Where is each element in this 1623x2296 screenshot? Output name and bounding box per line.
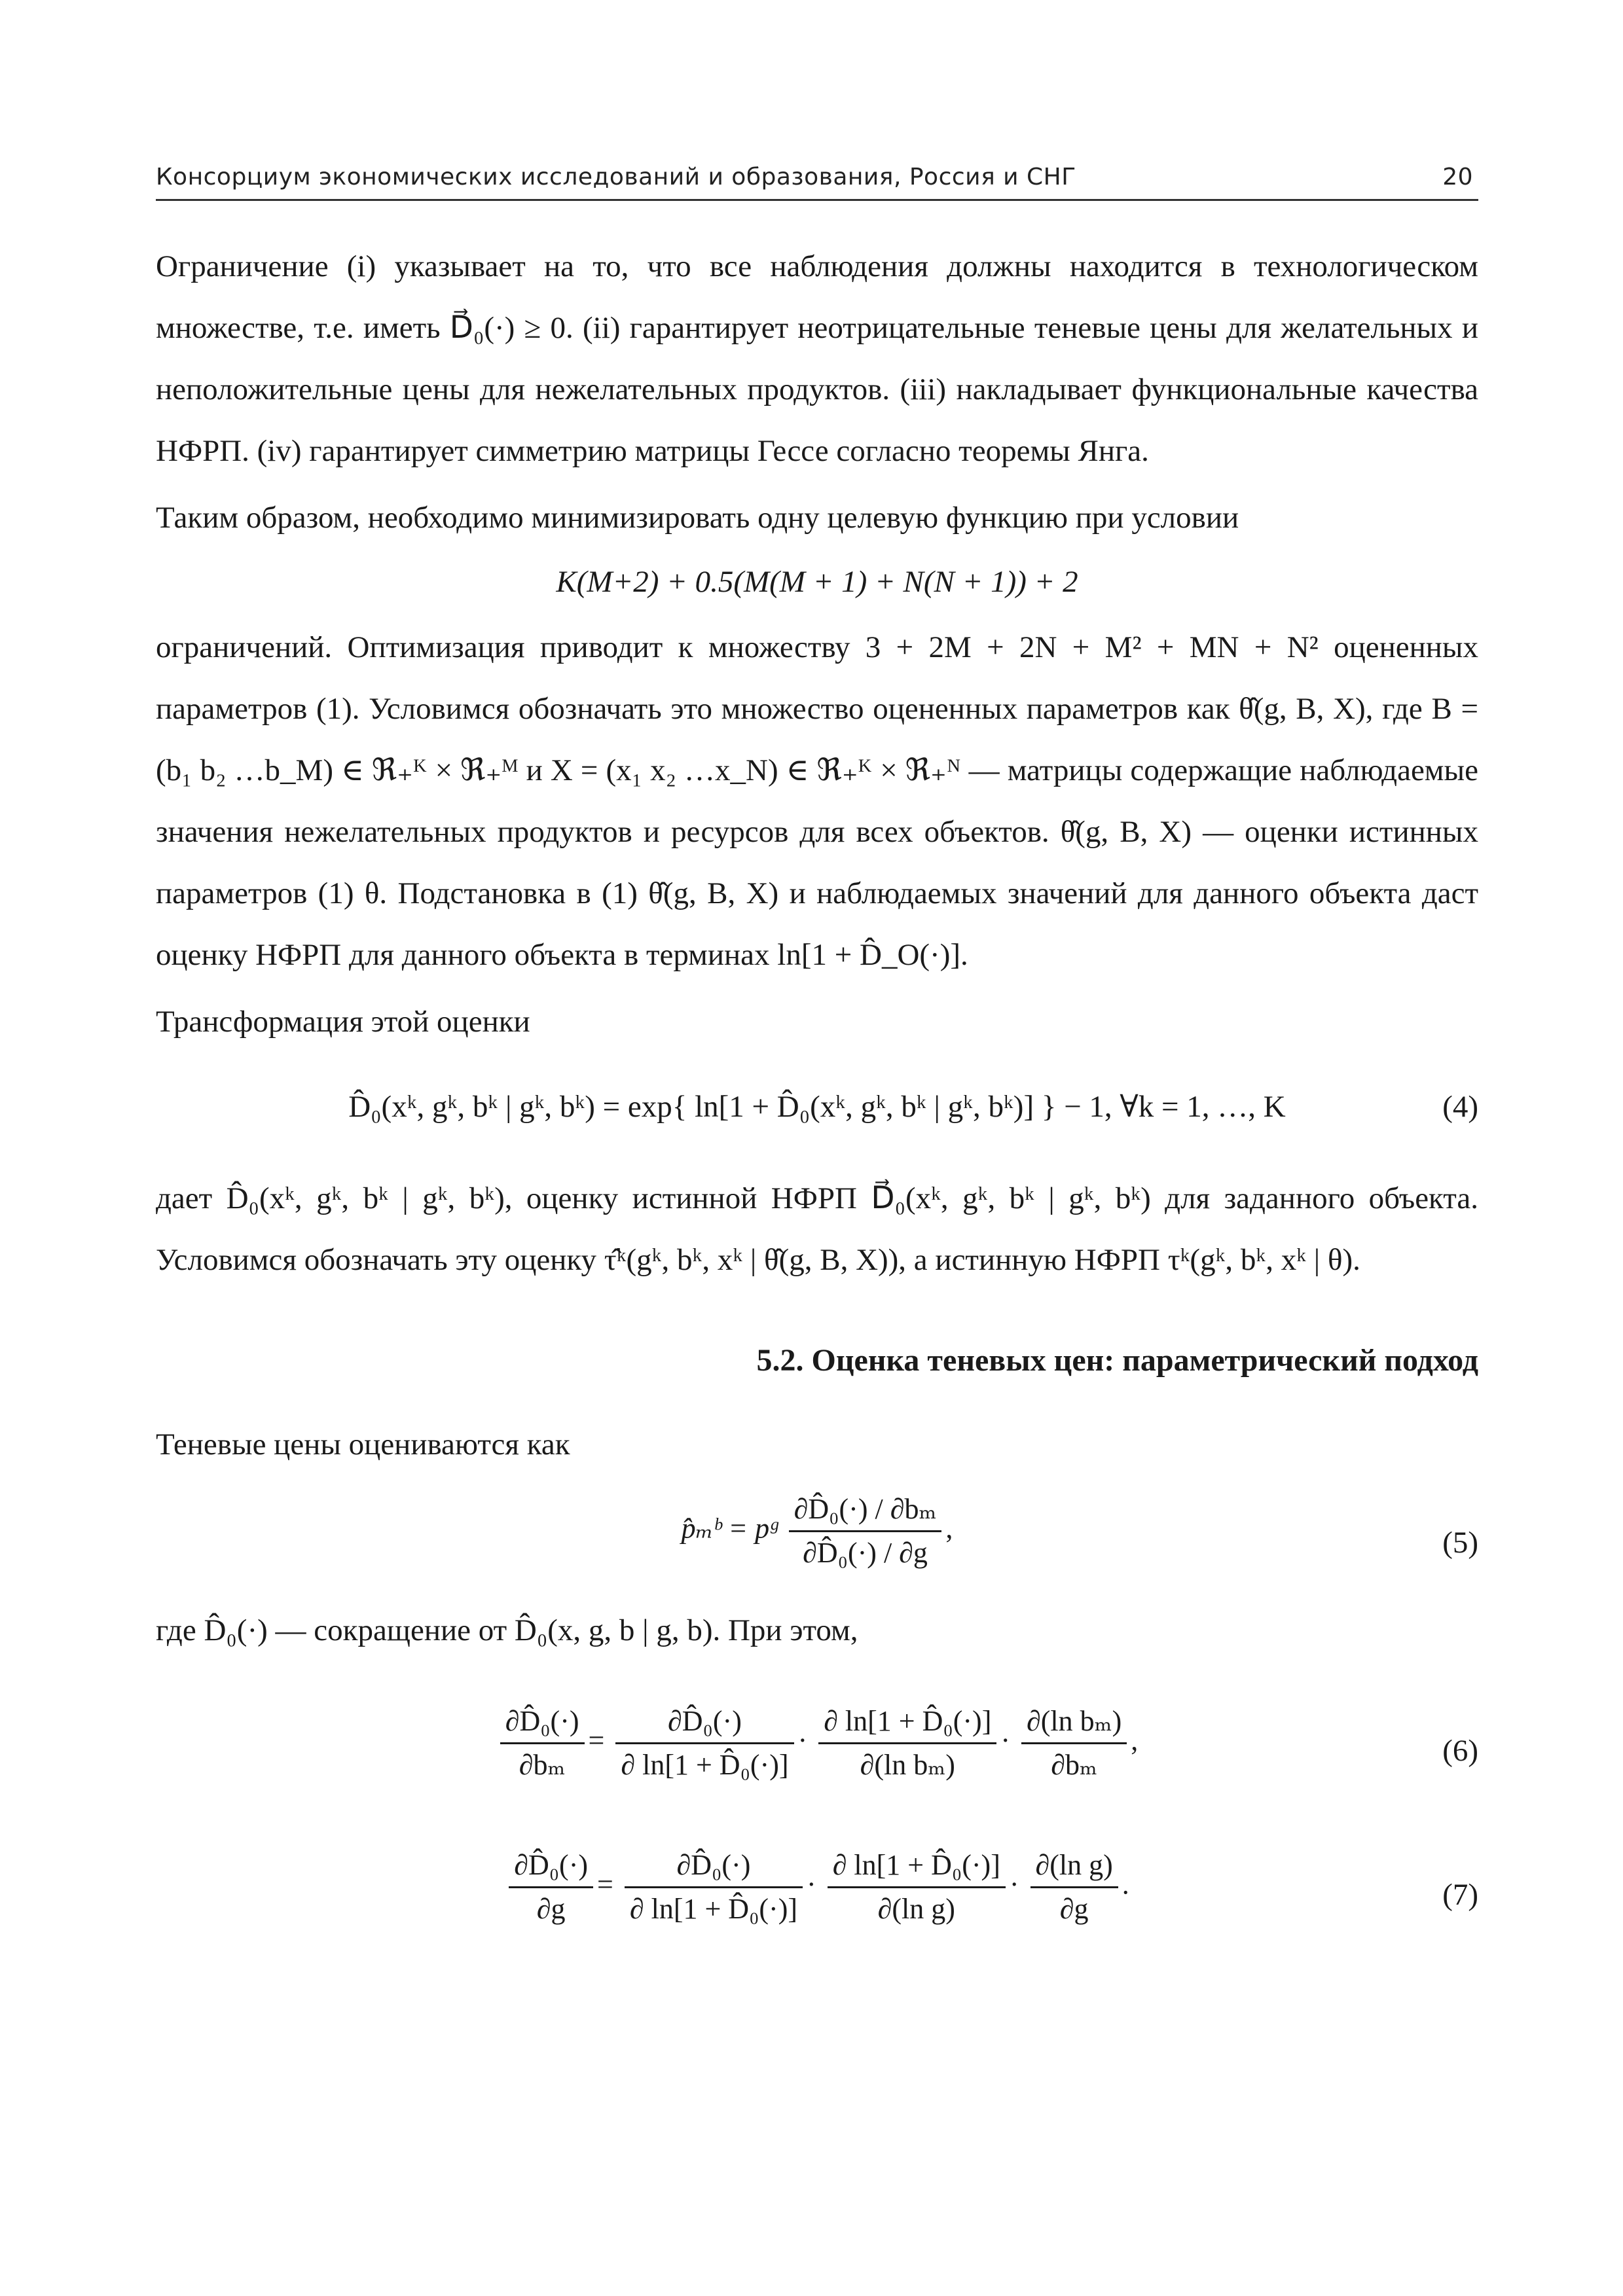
equation-6-lhs: $\frac{\text{∂D̂̂₀(·)}}{\text{∂bₘ}}$ [500,1700,585,1786]
equation-6-factor-2: $\frac{\text{∂ ln[1 + D̂̂₀(·)]}}{\text{∂(ln bₘ)}}$ [818,1700,996,1786]
equation-5-denominator: ∂D̂̂₀(·) / ∂g [803,1537,928,1569]
equation-7-formula: $\frac{\text{∂D̂̂₀(·)}}{\partial g}$ = $\frac{\text{∂D̂̂₀(·)}}{\text{∂ ln[1 + D̂̂₀(·)]}}$ · $\frac{\text{∂ ln[1 + D̂̂₀(·)]}}{\text{∂(ln g)}}$ · $\frac{\text{∂(ln g)}}{\partial g}$ . [156,1844,1478,1930]
equation-7-factor-2: $\frac{\text{∂ ln[1 + D̂̂₀(·)]}}{\text{∂(ln g)}}$ [828,1844,1006,1930]
equation-6-factor-3: $\frac{\text{∂(ln bₘ)}}{\text{∂bₘ}}$ [1021,1700,1127,1786]
paragraph-parameters: ограничений. Оптимизация приводит к множеству 3 + 2M + 2N + M² + MN + N² оцененных параметров (1). Условимся обозначать это множество оцененных параметров как θ̂(g, B, X), где B = (b₁ b₂ …b_M) ∈ ℜ₊ᴷ × ℜ₊ᴹ и X = (x₁ x₂ …x_N) ∈ ℜ₊ᴷ × ℜ₊ᴺ — матрицы содержащие наблюдаемые значения нежелательных продуктов и ресурсов для всех объектов. θ̂(g, B, X) — оценки истинных параметров (1) θ. Подстановка в (1) θ̂(g, B, X) и наблюдаемых значений для данного объекта даст оценку НФРП для данного объекта в терминах ln[1 + D̂̂_O(·)]. [156,630,1478,972]
paragraph-shadow-prices: Теневые цены оцениваются как [156,1427,570,1462]
page-body [156,236,1478,1962]
equation-7-factor-3: $\frac{\text{∂(ln g)}}{\partial g}$ [1030,1844,1118,1930]
paragraph-transformation: Трансформация этой оценки [156,1005,530,1039]
paragraph-constraints: Ограничение (i) указывает на то, что все наблюдения должны находится в технологическом множестве, т.е. иметь D⃗₀(·) ≥ 0. (ii) гарантирует неотрицательные теневые цены для желательных и неположительные цены для нежелательных продуктов. (iii) накладывает функциональные качества НФРП. (iv) гарантирует симметрию матрицы Гессе согласно теоремы Янга. [156,249,1478,468]
equation-7 [156,1818,1478,1949]
equation-5 [156,1488,1478,1587]
equation-6-formula: $\frac{\text{∂D̂̂₀(·)}}{\text{∂bₘ}}$ = $\frac{\text{∂D̂̂₀(·)}}{\text{∂ ln[1 + D̂̂₀(·)]}}$ · $\frac{\text{∂ ln[1 + D̂̂₀(·)]}}{\text{∂(ln bₘ)}}$ · $\frac{\text{∂(ln bₘ)}}{\text{∂bₘ}}$ , [156,1700,1478,1786]
equation-6-number: (6) [1442,1734,1478,1768]
equation-4-number: (4) [1442,1090,1478,1124]
paragraph-minimize: Таким образом, необходимо минимизировать одну целевую функцию при условии [156,501,1239,535]
equation-7-lhs: $\frac{\text{∂D̂̂₀(·)}}{\partial g}$ [509,1844,593,1930]
equation-5-fraction [789,1488,942,1574]
running-header [156,158,1478,201]
constraint-count-formula: K(M+2) + 0.5(M(M + 1) + N(N + 1)) + 2 [556,565,1078,599]
equation-5-number: (5) [1442,1526,1478,1560]
page-number: 20 [1442,164,1473,190]
equation-5-lhs: p̂ₘᵇ = pᵍ [681,1512,778,1545]
equation-5-numerator: ∂D̂̂₀(·) / ∂bₘ [789,1488,942,1532]
equation-7-factor-1: $\frac{\text{∂D̂̂₀(·)}}{\text{∂ ln[1 + D̂̂₀(·)]}}$ [625,1844,803,1930]
equation-7-number: (7) [1442,1878,1478,1912]
running-title: Консорциум экономических исследований и образования, Россия и СНГ [156,164,1076,190]
section-title: 5.2. Оценка теневых цен: параметрический подход [756,1343,1478,1378]
equation-6 [156,1674,1478,1805]
equation-4-formula: D̂̂₀(xᵏ, gᵏ, bᵏ | gᵏ, bᵏ) = exp{ ln[1 + D̂̂₀(xᵏ, gᵏ, bᵏ | gᵏ, bᵏ)] } − 1, ∀k = 1, …, K [348,1090,1286,1124]
paragraph-abbreviation: где D̂̂₀(·) — сокращение от D̂̂₀(x, g, b | g, b). При этом, [156,1613,858,1647]
equation-6-factor-1: $\frac{\text{∂D̂̂₀(·)}}{\text{∂ ln[1 + D̂̂₀(·)]}}$ [615,1700,793,1786]
equation-5-formula: p̂ₘᵇ = pᵍ $\frac{\text{∂D̂̂₀(·) / ∂bₘ}}{\text{∂D̂̂₀(·) / ∂g}}$ , [156,1488,1478,1574]
paragraph-estimate: дает D̂̂₀(xᵏ, gᵏ, bᵏ | gᵏ, bᵏ), оценку истинной НФРП D⃗₀(xᵏ, gᵏ, bᵏ | gᵏ, bᵏ) для заданного объекта. Условимся обозначать эту оценку τ̂ᵏ(gᵏ, bᵏ, xᵏ | θ̂(g, B, X)), а истинную НФРП τᵏ(gᵏ, bᵏ, xᵏ | θ). [156,1181,1478,1277]
equation-4 [156,1069,1478,1148]
